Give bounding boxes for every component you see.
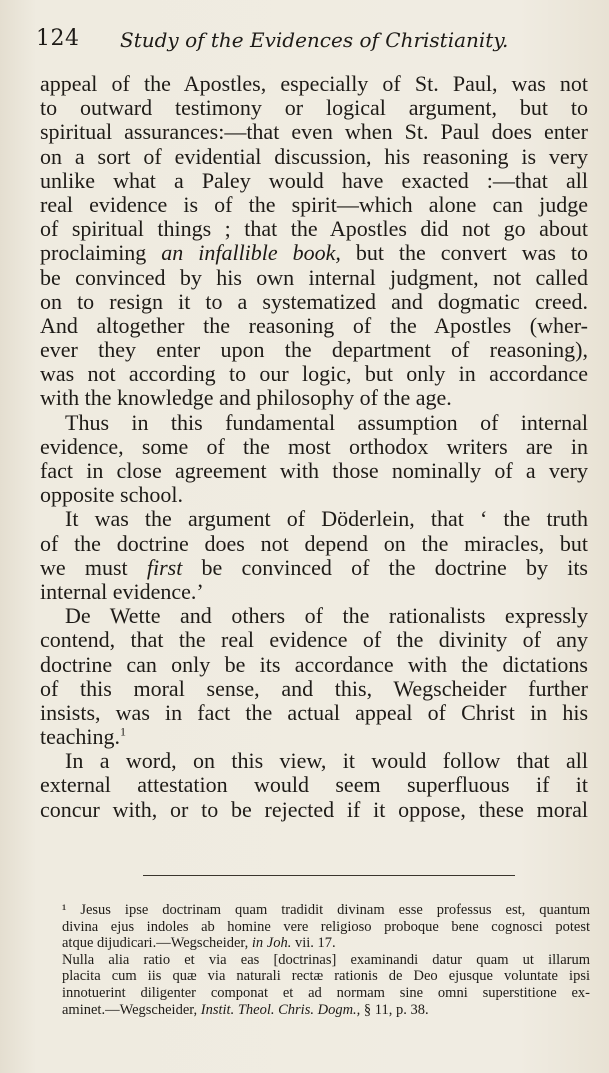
text-line: And altogether the reasoning of the Apostles (wher- — [40, 312, 588, 338]
text-line: contend, that the real evidence of the divinity of any — [40, 627, 588, 653]
text-line: evidence, some of the most orthodox writers are in — [40, 433, 588, 459]
text-line: insists, was in fact the actual appeal of Christ in his — [40, 699, 588, 725]
text-line: concur with, or to be rejected if it oppose, these moral — [40, 796, 588, 822]
footnote-line: divina ejus indoles ab homine vere religioso proboque bene cognosci potest — [62, 918, 590, 935]
text-line: of this moral sense, and this, Wegscheider further — [40, 675, 588, 701]
text-line: Thus in this fundamental assumption of internal — [65, 409, 588, 435]
text-line: teaching.$^1$ — [40, 724, 127, 750]
text-line: opposite school. — [40, 482, 183, 508]
text-line: external attestation would seem superfluous if it — [40, 772, 588, 798]
footnote-line: ¹ Jesus ipse doctrinam quam tradidit divinam esse professus est, quantum — [62, 902, 590, 918]
text-line: ever they enter upon the department of reasoning), — [40, 337, 588, 363]
text-line: It was the argument of Döderlein, that ‘ the truth — [65, 506, 588, 532]
text-line: proclaiming an infallible book, but the convert was to — [40, 240, 588, 266]
text-line: on to resign it to a systematized and dogmatic creed. — [40, 288, 588, 314]
text-line: on a sort of evidential discussion, his reasoning is very — [40, 143, 588, 169]
footnote-line: Nulla alia ratio et via eas [doctrinas] examinandi datur quam ut illarum — [62, 951, 590, 968]
italic-text: first — [146, 554, 183, 580]
text-line: fact in close agreement with those nominally of a very — [40, 458, 588, 483]
footnote-rule — [143, 875, 515, 876]
page-header — [36, 22, 509, 56]
italic-text: in Joh. — [251, 935, 292, 952]
italic-text: Instit. Theol. Chris. Dogm., — [200, 1001, 361, 1018]
text-line: of spiritual things ; that the Apostles did not go about — [40, 216, 588, 242]
running-head: Study of the Evidences of Christianity. — [120, 28, 509, 52]
text-line: we must first be convinced of the doctrine by its — [40, 554, 588, 580]
footnotes — [62, 902, 590, 1018]
page-number: 124 — [36, 26, 80, 51]
text-line: internal evidence.’ — [40, 578, 204, 604]
text-line: In a word, on this view, it would follow that all — [65, 748, 588, 774]
text-line: De Wette and others of the rationalists expressly — [65, 603, 588, 629]
text-line: to outward testimony or logical argument, but to — [40, 95, 588, 121]
text-line: be convinced by his own internal judgment, not called — [40, 264, 588, 290]
footnote-line: innotuerint diligenter componat et ad normam sine omni superstitione ex- — [62, 984, 590, 1001]
text-line: appeal of the Apostles, especially of St. Paul, was not — [40, 71, 588, 96]
footnote-line: aminet.—Wegscheider, Instit. Theol. Chris. Dogm., § 11, p. 38. — [62, 1001, 429, 1018]
text-line: real evidence is of the spirit—which alone can judge — [40, 191, 588, 217]
italic-text: an infallible book, — [161, 240, 341, 266]
body-text — [40, 72, 588, 822]
text-line: spiritual assurances:—that even when St. Paul does enter — [40, 119, 588, 145]
text-line: doctrine can only be its accordance with the dictations — [40, 651, 588, 677]
footnote-line: atque dijudicari.—Wegscheider, in Joh. vii. 17. — [62, 935, 336, 952]
text-line: unlike what a Paley would have exacted :—that all — [40, 167, 588, 193]
footnote-marker: 1 — [120, 724, 127, 739]
text-line: with the knowledge and philosophy of the age. — [40, 385, 452, 411]
text-line: of the doctrine does not depend on the miracles, but — [40, 530, 588, 556]
text-line: was not according to our logic, but only in accordance — [40, 361, 588, 387]
footnote-line: placita cum iis quæ via naturali rectæ rationis de Deo ejusque voluntate ipsi — [62, 968, 590, 985]
